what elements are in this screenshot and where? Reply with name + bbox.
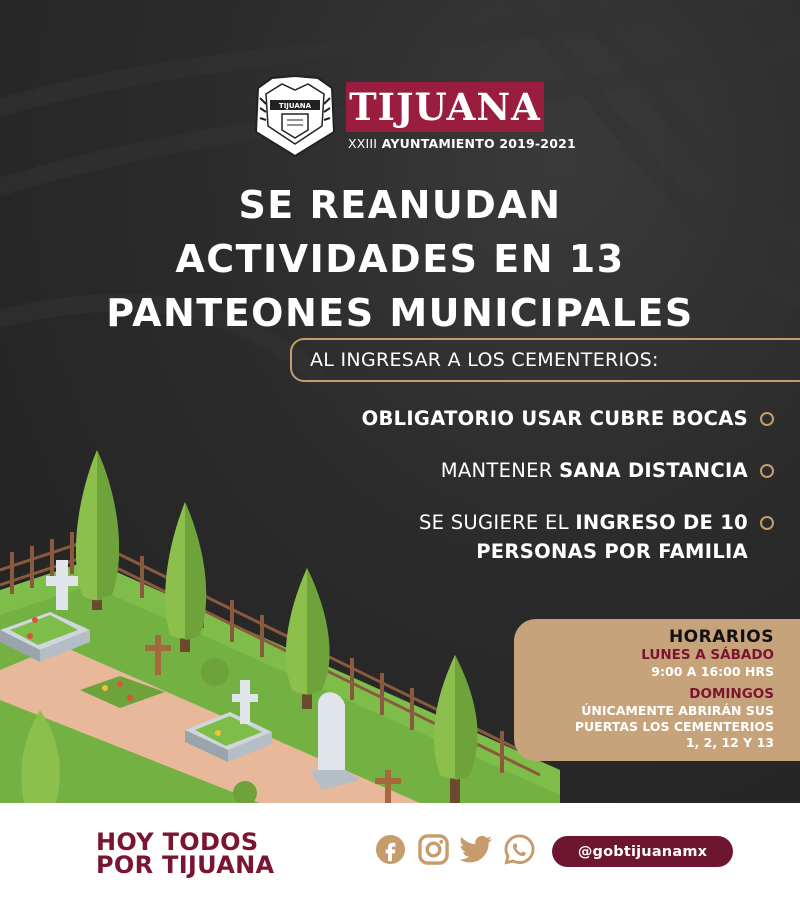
rule-normal: MANTENER xyxy=(440,459,560,482)
brand-name: TIJUANA xyxy=(346,82,544,132)
slogan-line-1: HOY TODOS xyxy=(96,828,259,856)
social-handle-badge[interactable]: @gobtijuanamx xyxy=(552,836,733,867)
whatsapp-icon[interactable] xyxy=(503,833,536,866)
council-label: AYUNTAMIENTO 2019-2021 xyxy=(381,136,576,151)
headline-line-2: ACTIVIDADES EN 13 xyxy=(175,237,625,281)
municipal-seal-icon xyxy=(252,74,338,158)
seal-label: TIJUANA xyxy=(278,102,312,110)
circle-bullet-icon xyxy=(760,464,774,478)
twitter-icon[interactable] xyxy=(460,833,493,866)
sunday-line-2: PUERTAS LOS CEMENTERIOS xyxy=(574,719,774,734)
headline-line-1: SE REANUDAN xyxy=(238,183,562,227)
slogan xyxy=(96,828,275,879)
weekday-label: LUNES A SÁBADO xyxy=(641,647,774,663)
main-headline xyxy=(60,178,740,340)
slogan-line-2: POR TIJUANA xyxy=(96,851,275,879)
schedule-panel xyxy=(514,619,800,761)
rule-bold: OBLIGATORIO USAR CUBRE BOCAS xyxy=(361,407,748,430)
tijuana-logo xyxy=(252,74,576,160)
instagram-icon[interactable] xyxy=(417,833,450,866)
rule-item xyxy=(254,404,774,433)
rule-normal: SE SUGIERE EL xyxy=(418,511,576,534)
council-prefix: XXIII xyxy=(348,136,378,151)
sunday-line-3: 1, 2, 12 Y 13 xyxy=(685,735,774,750)
sunday-label: DOMINGOS xyxy=(689,686,774,702)
footer xyxy=(0,803,800,899)
circle-bullet-icon xyxy=(760,412,774,426)
headline-line-3: PANTEONES MUNICIPALES xyxy=(106,291,694,335)
sunday-line-1: ÚNICAMENTE ABRIRÁN SUS xyxy=(581,703,774,718)
schedule-title: HORARIOS xyxy=(668,627,774,647)
rule-bold: SANA DISTANCIA xyxy=(559,459,748,482)
circle-bullet-icon xyxy=(760,516,774,530)
rule-text xyxy=(362,404,748,433)
weekday-hours: 9:00 A 16:00 HRS xyxy=(651,664,774,679)
council-term xyxy=(348,136,576,151)
entry-instructions-heading: AL INGRESAR A LOS CEMENTERIOS: xyxy=(290,338,800,382)
facebook-icon[interactable] xyxy=(374,833,407,866)
rule-bold: INGRESO DE 10 PERSONAS POR FAMILIA xyxy=(476,511,748,563)
cemetery-illustration xyxy=(0,440,560,803)
social-links xyxy=(374,833,536,866)
